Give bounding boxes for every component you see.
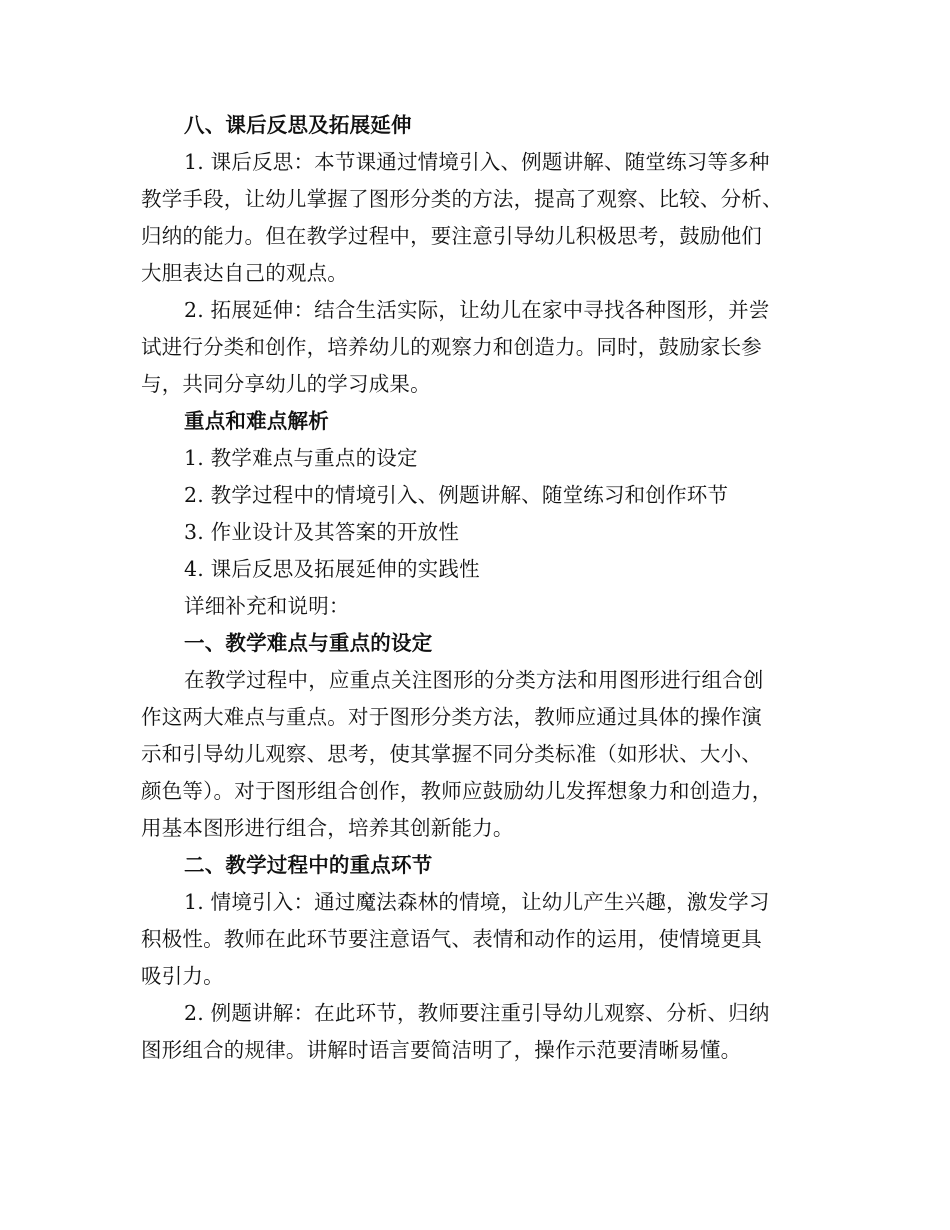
paragraph-line: 用基本图形进行组合，培养其创新能力。 (141, 816, 514, 840)
paragraph-line: 大胆表达自己的观点。 (141, 261, 348, 285)
paragraph-line: 颜色等）。对于图形组合创作，教师应鼓励幼儿发挥想象力和创造力， (141, 779, 773, 803)
section-heading: 八、课后反思及拓展延伸 (184, 113, 412, 137)
paragraph-line: 2. 例题讲解：在此环节，教师要注重引导幼儿观察、分析、归纳 (184, 1001, 770, 1025)
paragraph-line: 图形组合的规律。讲解时语言要简洁明了，操作示范要清晰易懂。 (141, 1038, 742, 1062)
list-item: 4. 课后反思及拓展延伸的实践性 (184, 557, 480, 581)
paragraph-line: 在教学过程中，应重点关注图形的分类方法和用图形进行组合创 (184, 668, 764, 692)
paragraph-line: 示和引导幼儿观察、思考，使其掌握不同分类标准（如形状、大小、 (141, 742, 762, 766)
list-item: 3. 作业设计及其答案的开放性 (184, 520, 460, 544)
list-item: 2. 教学过程中的情境引入、例题讲解、随堂练习和创作环节 (184, 483, 729, 507)
document-body (141, 107, 813, 1069)
section-heading: 重点和难点解析 (184, 409, 329, 433)
paragraph-line: 与，共同分享幼儿的学习成果。 (141, 372, 431, 396)
list-item: 1. 教学难点与重点的设定 (184, 446, 418, 470)
paragraph-line: 教学手段，让幼儿掌握了图形分类的方法，提高了观察、比较、分析、 (141, 187, 783, 211)
section-heading: 二、教学过程中的重点环节 (184, 853, 433, 877)
paragraph-line: 详细补充和说明： (184, 594, 350, 618)
paragraph-line: 1. 课后反思：本节课通过情境引入、例题讲解、随堂练习等多种 (184, 150, 770, 174)
paragraph-line: 2. 拓展延伸：结合生活实际，让幼儿在家中寻找各种图形，并尝 (184, 298, 770, 322)
paragraph-line: 作这两大难点与重点。对于图形分类方法，教师应通过具体的操作演 (141, 705, 762, 729)
paragraph-line: 试进行分类和创作，培养幼儿的观察力和创造力。同时，鼓励家长参 (141, 335, 762, 359)
paragraph-line: 归纳的能力。但在教学过程中，要注意引导幼儿积极思考，鼓励他们 (141, 224, 762, 248)
paragraph-line: 1. 情境引入：通过魔法森林的情境，让幼儿产生兴趣，激发学习 (184, 890, 770, 914)
section-heading: 一、教学难点与重点的设定 (184, 631, 433, 655)
paragraph-line: 吸引力。 (141, 964, 224, 988)
paragraph-line: 积极性。教师在此环节要注意语气、表情和动作的运用，使情境更具 (141, 927, 762, 951)
